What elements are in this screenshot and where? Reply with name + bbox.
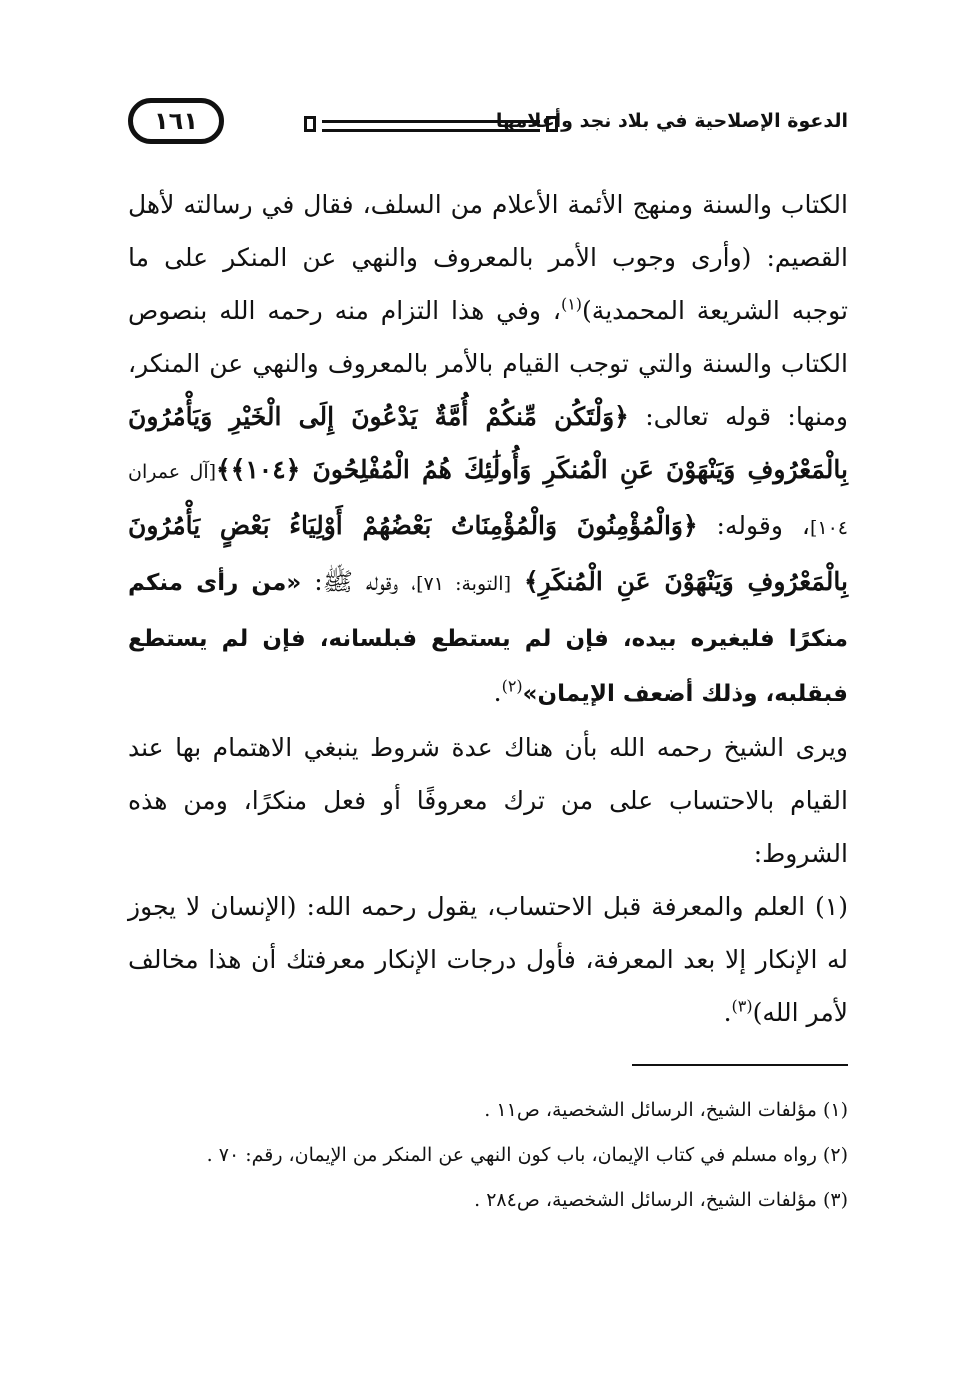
footnote-1: (١) مؤلفات الشيخ، الرسائل الشخصية، ص١١ . bbox=[484, 1099, 848, 1121]
para1-text-3: ، وقوله: bbox=[697, 511, 810, 540]
footnote-3: (٣) مؤلفات الشيخ، الرسائل الشخصية، ص٢٨٤ . bbox=[474, 1189, 848, 1211]
running-title: الدعوة الإصلاحية في بلاد نجد وأعلامها bbox=[495, 110, 848, 132]
page-number: ١٦١ bbox=[128, 98, 224, 144]
para1-text-5: . bbox=[493, 678, 502, 707]
main-text bbox=[128, 178, 848, 1039]
paragraph-1 bbox=[128, 178, 848, 721]
footnote-marker-3: (٣) bbox=[731, 996, 753, 1016]
quran-verse-1: ﴿وَلْتَكُن مِّنكُمْ أُمَّةٌ يَدْعُونَ إِلَى الْخَيْرِ وَيَأْمُرُونَ بِالْمَعْرُوفِ وَيَنْهَوْنَ عَنِ الْمُنكَرِ وَأُولَٰئِكَ هُمُ الْمُفْلِحُونَ ﴿١٠٤﴾﴾ bbox=[128, 402, 848, 484]
para1-text-2: ، وفي هذا التزام منه رحمه الله بنصوص الكتاب والسنة والتي توجب القيام بالأمر بالمعروف والنهي عن المنكر، ومنها: قوله تعالى: bbox=[128, 296, 849, 431]
footnote-2: (٢) رواه مسلم في كتاب الإيمان، باب كون النهي عن المنكر من الإيمان، رقم: ٧٠ . bbox=[206, 1144, 848, 1166]
para1-text-4: ، وقوله ﷺ: bbox=[301, 567, 417, 596]
header-ornament-rule bbox=[296, 114, 566, 136]
verse-reference-1: [آل عمران ١٠٤] bbox=[128, 461, 848, 539]
footnote-marker-1: (١) bbox=[560, 294, 583, 314]
rule-cap-right bbox=[546, 116, 558, 132]
para3-text-2: . bbox=[723, 998, 732, 1027]
rule-double-line bbox=[322, 120, 540, 132]
footnote-marker-2: (٢) bbox=[501, 676, 523, 696]
paragraph-3 bbox=[128, 880, 848, 1039]
footnote-separator bbox=[632, 1064, 848, 1066]
hadith-quote: «من رأى منكم منكرًا فليغيره بيده، فإن لم يستطع فبلسانه، فإن لم يستطع فبقلبه، وذلك أضعف الإيمان» bbox=[128, 570, 848, 707]
quran-verse-2: ﴿وَالْمُؤْمِنُونَ وَالْمُؤْمِنَاتُ بَعْضُهُمْ أَوْلِيَاءُ بَعْضٍ يَأْمُرُونَ بِالْمَعْرُوفِ وَيَنْهَوْنَ عَنِ الْمُنكَرِ﴾ bbox=[128, 511, 848, 596]
para3-text-1: (١) العلم والمعرفة قبل الاحتساب، يقول رحمه الله: (الإنسان لا يجوز له الإنكار إلا بعد المعرفة، فأول درجات الإنكار معرفتك أن هذا مخالف لأمر الله) bbox=[128, 892, 848, 1027]
verse-reference-2: [التوبة: ٧١] bbox=[416, 573, 511, 595]
page-header bbox=[128, 98, 848, 152]
paragraph-2: ويرى الشيخ رحمه الله بأن هناك عدة شروط ينبغي الاهتمام بها عند القيام بالاحتساب على من ترك معروفًا أو فعل منكرًا، ومن هذه الشروط: bbox=[128, 733, 848, 868]
footnotes bbox=[128, 1088, 848, 1223]
para1-text-1: الكتاب والسنة ومنهج الأئمة الأعلام من السلف، فقال في رسالته لأهل القصيم: (وأرى وجوب الأمر بالمعروف والنهي عن المنكر على ما توجبه الشريعة المحمدية) bbox=[128, 190, 849, 325]
rule-cap-left bbox=[304, 116, 316, 132]
